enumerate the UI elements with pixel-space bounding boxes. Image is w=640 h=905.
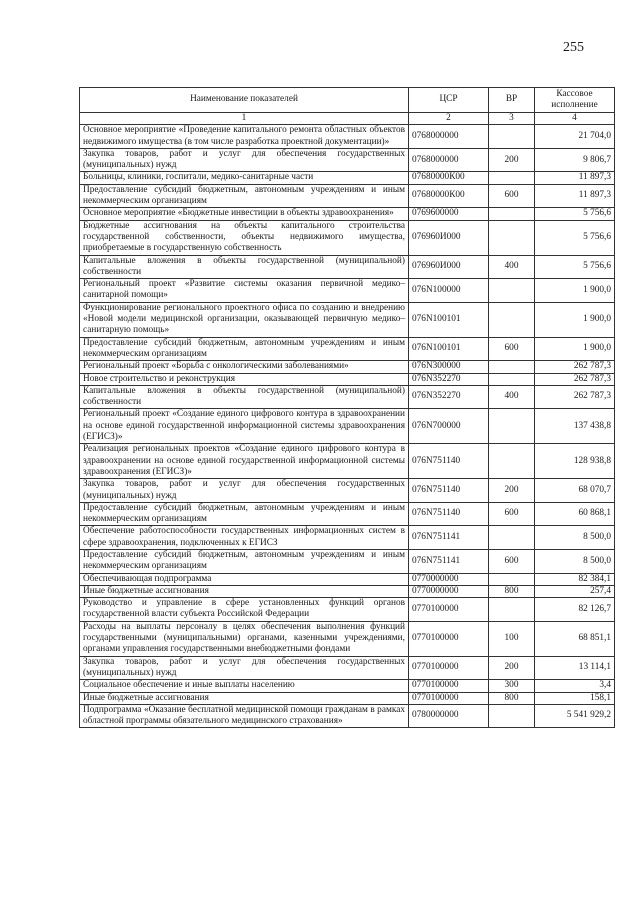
row-name-cell: Расходы на выплаты персоналу в целях обеспечения выполнения функций государственными (муниципальными) органами, казенными учреждениями, органами управления государственными внебюджетными фондами bbox=[80, 621, 409, 656]
row-name-cell: Капитальные вложения в объекты государственной (муниципальной) собственности bbox=[80, 255, 409, 279]
column-number: 3 bbox=[489, 113, 535, 125]
table-row bbox=[80, 692, 615, 704]
table-row bbox=[80, 220, 615, 255]
row-csr-cell: 076N751140 bbox=[409, 502, 489, 526]
row-vr-cell bbox=[489, 125, 535, 149]
row-sum-cell: 13 114,1 bbox=[535, 656, 615, 680]
row-sum-cell: 262 787,3 bbox=[535, 361, 615, 373]
table-row bbox=[80, 585, 615, 597]
row-csr-cell: 076N100000 bbox=[409, 279, 489, 303]
row-sum-cell: 5 756,6 bbox=[535, 220, 615, 255]
row-sum-cell: 128 938,8 bbox=[535, 444, 615, 479]
table-row bbox=[80, 148, 615, 172]
row-vr-cell bbox=[489, 279, 535, 303]
table-row bbox=[80, 302, 615, 337]
row-vr-cell: 800 bbox=[489, 585, 535, 597]
row-csr-cell: 076N700000 bbox=[409, 409, 489, 444]
table-row bbox=[80, 172, 615, 184]
row-vr-cell: 400 bbox=[489, 255, 535, 279]
row-sum-cell: 5 756,6 bbox=[535, 208, 615, 220]
row-vr-cell bbox=[489, 704, 535, 728]
row-vr-cell bbox=[489, 373, 535, 385]
row-vr-cell: 600 bbox=[489, 502, 535, 526]
row-sum-cell: 60 868,1 bbox=[535, 502, 615, 526]
header-vr: ВР bbox=[489, 88, 535, 113]
row-sum-cell: 262 787,3 bbox=[535, 373, 615, 385]
row-sum-cell: 68 070,7 bbox=[535, 479, 615, 503]
table-header-row bbox=[80, 88, 615, 113]
row-vr-cell: 200 bbox=[489, 656, 535, 680]
row-csr-cell: 076N352270 bbox=[409, 385, 489, 409]
row-name-cell: Региональный проект «Борьба с онкологическими заболеваниями» bbox=[80, 361, 409, 373]
row-name-cell: Иные бюджетные ассигнования bbox=[80, 585, 409, 597]
row-name-cell: Закупка товаров, работ и услуг для обеспечения государственных (муниципальных) нужд bbox=[80, 479, 409, 503]
table-row bbox=[80, 479, 615, 503]
row-sum-cell: 82 384,1 bbox=[535, 573, 615, 585]
row-sum-cell: 8 500,0 bbox=[535, 526, 615, 550]
row-csr-cell: 07680000К00 bbox=[409, 184, 489, 208]
row-sum-cell: 8 500,0 bbox=[535, 549, 615, 573]
row-name-cell: Региональный проект «Создание единого цифрового контура в здравоохранении на основе единой государственной информационной системы здравоохранения (ЕГИСЗ)» bbox=[80, 409, 409, 444]
header-name: Наименование показателей bbox=[80, 88, 409, 113]
table-row bbox=[80, 444, 615, 479]
row-csr-cell: 076N300000 bbox=[409, 361, 489, 373]
row-sum-cell: 137 438,8 bbox=[535, 409, 615, 444]
row-csr-cell: 076960И000 bbox=[409, 255, 489, 279]
row-vr-cell: 600 bbox=[489, 549, 535, 573]
row-vr-cell: 800 bbox=[489, 692, 535, 704]
row-name-cell: Социальное обеспечение и иные выплаты населению bbox=[80, 680, 409, 692]
column-number: 4 bbox=[535, 113, 615, 125]
header-csr: ЦСР bbox=[409, 88, 489, 113]
table-row bbox=[80, 337, 615, 361]
row-name-cell: Предоставление субсидий бюджетным, автономным учреждениям и иным некоммерческим организациям bbox=[80, 549, 409, 573]
table-row bbox=[80, 184, 615, 208]
row-sum-cell: 1 900,0 bbox=[535, 337, 615, 361]
row-csr-cell: 076N100101 bbox=[409, 337, 489, 361]
table-row bbox=[80, 255, 615, 279]
row-name-cell: Основное мероприятие «Проведение капитального ремонта областных объектов недвижимого имущества (в том числе разработка проектной документации)» bbox=[80, 125, 409, 149]
row-name-cell: Закупка товаров, работ и услуг для обеспечения государственных (муниципальных) нужд bbox=[80, 656, 409, 680]
row-csr-cell: 0770100000 bbox=[409, 680, 489, 692]
row-vr-cell: 600 bbox=[489, 337, 535, 361]
row-csr-cell: 0770100000 bbox=[409, 598, 489, 622]
table-row bbox=[80, 621, 615, 656]
row-name-cell: Закупка товаров, работ и услуг для обеспечения государственных (муниципальных) нужд bbox=[80, 148, 409, 172]
row-sum-cell: 1 900,0 bbox=[535, 302, 615, 337]
row-name-cell: Иные бюджетные ассигнования bbox=[80, 692, 409, 704]
row-name-cell: Руководство и управление в сфере установленных функций органов государственной власти субъекта Российской Федерации bbox=[80, 598, 409, 622]
table-row bbox=[80, 704, 615, 728]
row-csr-cell: 0770100000 bbox=[409, 621, 489, 656]
row-name-cell: Предоставление субсидий бюджетным, автономным учреждениям и иным некоммерческим организациям bbox=[80, 184, 409, 208]
row-name-cell: Предоставление субсидий бюджетным, автономным учреждениям и иным некоммерческим организациям bbox=[80, 337, 409, 361]
table-row bbox=[80, 361, 615, 373]
row-csr-cell: 0770000000 bbox=[409, 585, 489, 597]
row-csr-cell: 076N751141 bbox=[409, 526, 489, 550]
row-csr-cell: 0770100000 bbox=[409, 656, 489, 680]
row-sum-cell: 21 704,0 bbox=[535, 125, 615, 149]
table-row bbox=[80, 502, 615, 526]
column-number: 1 bbox=[80, 113, 409, 125]
table-row bbox=[80, 598, 615, 622]
row-name-cell: Основное мероприятие «Бюджетные инвестиции в объекты здравоохранения» bbox=[80, 208, 409, 220]
row-csr-cell: 076N751140 bbox=[409, 444, 489, 479]
row-vr-cell bbox=[489, 444, 535, 479]
row-vr-cell: 600 bbox=[489, 184, 535, 208]
page-number: 255 bbox=[563, 40, 584, 55]
table-row bbox=[80, 208, 615, 220]
budget-execution-table bbox=[79, 87, 615, 728]
row-sum-cell: 3,4 bbox=[535, 680, 615, 692]
row-name-cell: Обеспечение работоспособности государственных информационных систем в сфере здравоохранения, подключенных к ЕГИСЗ bbox=[80, 526, 409, 550]
row-sum-cell: 11 897,3 bbox=[535, 172, 615, 184]
row-vr-cell bbox=[489, 172, 535, 184]
row-vr-cell: 300 bbox=[489, 680, 535, 692]
row-vr-cell bbox=[489, 409, 535, 444]
row-csr-cell: 076N751140 bbox=[409, 479, 489, 503]
row-sum-cell: 1 900,0 bbox=[535, 279, 615, 303]
row-vr-cell bbox=[489, 573, 535, 585]
row-csr-cell: 076960И000 bbox=[409, 220, 489, 255]
row-sum-cell: 5 541 929,2 bbox=[535, 704, 615, 728]
column-number-row bbox=[80, 113, 615, 125]
row-vr-cell bbox=[489, 208, 535, 220]
table-row bbox=[80, 125, 615, 149]
table-row bbox=[80, 573, 615, 585]
row-csr-cell: 076N100101 bbox=[409, 302, 489, 337]
row-sum-cell: 9 806,7 bbox=[535, 148, 615, 172]
row-sum-cell: 5 756,6 bbox=[535, 255, 615, 279]
row-name-cell: Функционирование регионального проектного офиса по созданию и внедрению «Новой модели медицинской организации, оказывающей первичную медико–санитарную помощь» bbox=[80, 302, 409, 337]
row-name-cell: Капитальные вложения в объекты государственной (муниципальной) собственности bbox=[80, 385, 409, 409]
header-sum: Кассовое исполнение bbox=[535, 88, 615, 113]
table-row bbox=[80, 385, 615, 409]
table-row bbox=[80, 680, 615, 692]
row-name-cell: Подпрограмма «Оказание бесплатной медицинской помощи гражданам в рамках областной программы обязательного медицинского страхования» bbox=[80, 704, 409, 728]
row-vr-cell bbox=[489, 598, 535, 622]
row-vr-cell: 400 bbox=[489, 385, 535, 409]
row-name-cell: Новое строительство и реконструкция bbox=[80, 373, 409, 385]
row-csr-cell: 07680000К00 bbox=[409, 172, 489, 184]
row-csr-cell: 0770100000 bbox=[409, 692, 489, 704]
table-row bbox=[80, 549, 615, 573]
row-vr-cell bbox=[489, 361, 535, 373]
row-vr-cell: 200 bbox=[489, 148, 535, 172]
row-sum-cell: 262 787,3 bbox=[535, 385, 615, 409]
row-vr-cell: 100 bbox=[489, 621, 535, 656]
row-vr-cell: 200 bbox=[489, 479, 535, 503]
row-sum-cell: 257,4 bbox=[535, 585, 615, 597]
row-vr-cell bbox=[489, 526, 535, 550]
table-row bbox=[80, 526, 615, 550]
row-csr-cell: 076N352270 bbox=[409, 373, 489, 385]
row-csr-cell: 0780000000 bbox=[409, 704, 489, 728]
row-csr-cell: 0769600000 bbox=[409, 208, 489, 220]
row-csr-cell: 076N751141 bbox=[409, 549, 489, 573]
row-sum-cell: 82 126,7 bbox=[535, 598, 615, 622]
row-name-cell: Бюджетные ассигнования на объекты капитального строительства государственной собственности, объекты недвижимого имущества, приобретаемые в государственную собственность bbox=[80, 220, 409, 255]
row-name-cell: Больницы, клиники, госпитали, медико-санитарные части bbox=[80, 172, 409, 184]
row-sum-cell: 11 897,3 bbox=[535, 184, 615, 208]
row-name-cell: Региональный проект «Развитие системы оказания первичной медико–санитарной помощи» bbox=[80, 279, 409, 303]
table-row bbox=[80, 409, 615, 444]
table-body bbox=[80, 125, 615, 728]
row-sum-cell: 158,1 bbox=[535, 692, 615, 704]
row-csr-cell: 0770000000 bbox=[409, 573, 489, 585]
row-name-cell: Реализация региональных проектов «Создание единого цифрового контура в здравоохранении на основе единой государственной информационной системы здравоохранения (ЕГИСЗ)» bbox=[80, 444, 409, 479]
row-csr-cell: 0768000000 bbox=[409, 148, 489, 172]
row-name-cell: Предоставление субсидий бюджетным, автономным учреждениям и иным некоммерческим организациям bbox=[80, 502, 409, 526]
row-vr-cell bbox=[489, 302, 535, 337]
row-name-cell: Обеспечивающая подпрограмма bbox=[80, 573, 409, 585]
row-csr-cell: 0768000000 bbox=[409, 125, 489, 149]
table-row bbox=[80, 279, 615, 303]
row-sum-cell: 68 851,1 bbox=[535, 621, 615, 656]
table-row bbox=[80, 373, 615, 385]
row-vr-cell bbox=[489, 220, 535, 255]
column-number: 2 bbox=[409, 113, 489, 125]
table-row bbox=[80, 656, 615, 680]
